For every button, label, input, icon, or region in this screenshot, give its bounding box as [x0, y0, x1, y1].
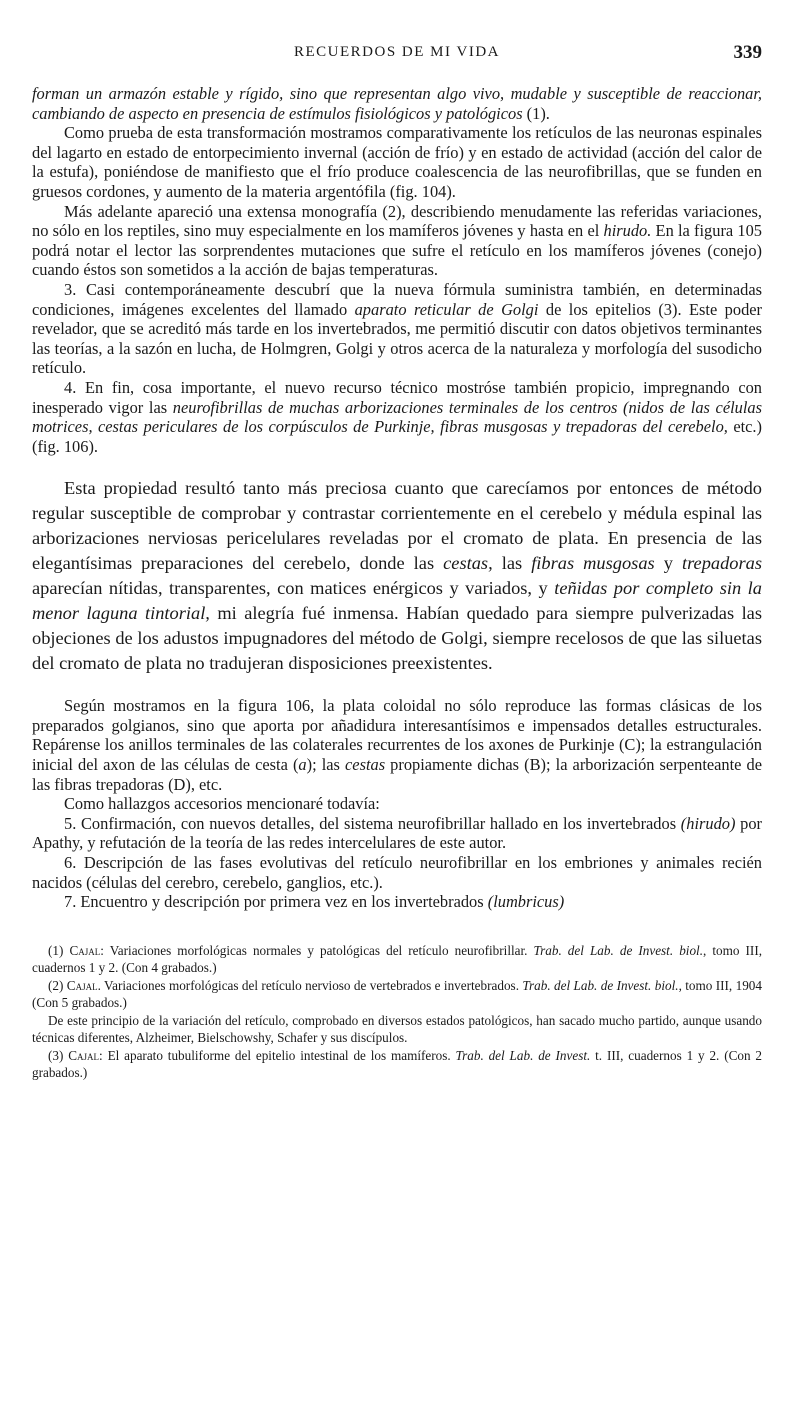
- paragraph-3: Más adelante apareció una extensa monografía (2), describiendo menudamente las referidas variaciones, no sólo en los reptiles, sino muy especialmente en los mamíferos jóvenes y hasta en el hirudo. En la figura 105 podrá notar el lector las sorprendentes mutaciones que sufre el retículo en los mamíferos jóvenes (conejo) cuando éstos son sometidos a la acción de bajas temperaturas.: [32, 201, 762, 280]
- cestas-term: cestas: [345, 755, 386, 775]
- lumbricus-term: (lumbricus): [487, 892, 565, 912]
- footnote-2-continued: De este principio de la variación del retículo, comprobado en diversos estados patológicos, han sacado mucho partido, aunque usando técnicas diferentes, Alzheimer, Bielschowshy, Schafer y sus discípulos.: [32, 1012, 762, 1046]
- page-header: [32, 44, 762, 84]
- italic-quote: forman un armazón estable y rígido, sino que representan algo vivo, mudable y susceptible de reaccionar, cambiando de aspecto en presencia de estímulos fisiológicos y patológicos: [32, 84, 762, 123]
- paragraph-item-6: 6. Descripción de las fases evolutivas del retículo neurofibrillar en los embriones y animales recién nacidos (células del cerebro, cerebelo, ganglios, etc.).: [32, 853, 762, 892]
- paragraph-figure-106: Según mostramos en la figura 106, la plata coloidal no sólo reproduce las formas clásicas de los preparados golgianos, sino que aporta por añadidura interesantísimos e impensados detalles estructurales. Repárense los anillos terminales de las colaterales recurrentes de los axones de Purkinje (C); la estrangulación inicial del axon de las células de cesta (a); las cestas propiamente dichas (B); la arborización serpenteante de las fibras trepadoras (D), etc.: [32, 696, 763, 794]
- top-section: [32, 84, 762, 456]
- paragraph-item-3: 3. Casi contemporáneamente descubrí que la nueva fórmula suministra también, en determinadas condiciones, imágenes excelentes del llamado aparato reticular de Golgi de los epitelios (3). Este poder revelador, que se acreditó más tarde en los invertebrados, me permitió discutir con datos objetivos terminantes las teorías, a la sazón en lucha, de Holmgren, Golgi y otros acerca de la naturaleza y morfología del susodicho retículo.: [32, 279, 762, 378]
- page-number: 339: [733, 42, 762, 63]
- footnote-1: (1) Cajal: Variaciones morfológicas normales y patológicas del retículo neurofibrillar. Trab. del Lab. de Invest. biol., tomo III, cuadernos 1 y 2. (Con 4 grabados.): [32, 942, 763, 976]
- footnote-3: (3) Cajal: El aparato tubuliforme del epitelio intestinal de los mamíferos. Trab. del Lab. de Invest. t. III, cuadernos 1 y 2. (Con 2 grabados.): [32, 1047, 763, 1081]
- paragraph-hallazgos: Como hallazgos accesorios mencionaré todavía:: [64, 794, 380, 814]
- tenidas-term: teñidas por completo sin la menor laguna tintorial,: [32, 578, 762, 624]
- paragraph-large: Esta propiedad resultó tanto más preciosa cuanto que carecíamos por entonces de método regular susceptible de comprobar y contrastar corrientemente en el cerebelo y médula espinal las arborizaciones nerviosas pericelulares reveladas por el cromato de plata. En presencia de las elegantísimas preparaciones del cerebelo, donde las cestas, las fibras musgosas y trepadoras aparecían nítidas, transparentes, con matices enérgicos y variados, y teñidas por completo sin la menor laguna tintorial, mi alegría fué inmensa. Habían quedado para siempre pulverizadas las objeciones de los adustos impugnadores del método de Golgi, siempre recelosos de que las siluetas del cromato de plata no tradujeran disposiciones preexistentes.: [32, 478, 762, 674]
- fibras-term: fibras musgosas: [531, 553, 655, 574]
- paragraph-item-4: 4. En fin, cosa importante, el nuevo recurso técnico mostróse también propicio, impregnando con inesperado vigor las neurofibrillas de muchas arborizaciones terminales de los centros (nidos de las células motrices, cestas periculares de los corpúsculos de Purkinje, fibras musgosas y trepadoras del cerebelo, etc.) (fig. 106).: [32, 377, 762, 456]
- book-page: [0, 44, 800, 1408]
- footnote-2: (2) Cajal. Variaciones morfológicas del retículo nervioso de vertebrados e invertebrados. Trab. del Lab. de Invest. biol., tomo III, 1904 (Con 5 grabados.): [32, 977, 762, 1011]
- paragraph-item-7: 7. Encuentro y descripción por primera vez en los invertebrados (lumbricus): [64, 892, 565, 912]
- ref-1: (1).: [522, 103, 550, 123]
- paragraph-2: Como prueba de esta transformación mostramos comparativamente los retículos de las neuronas espinales del lagarto en estado de entorpecimiento invernal (acción de frío) y en estado de actividad (acción del calor de la estufa), poniéndose de manifiesto que el frío produce coalescencia de las neurofibrillas, que se funden en gruesos cordones, y aumento de la materia argentófila (fig. 104).: [32, 123, 762, 201]
- middle-section: [32, 476, 762, 676]
- lower-section: [32, 696, 762, 912]
- paragraph-item-5: 5. Confirmación, con nuevos detalles, del sistema neurofibrillar hallado en los invertebrados (hirudo) por Apathy, y refutación de la teoría de las redes intercelulares de este autor.: [32, 813, 762, 853]
- golgi-apparatus-term: aparato reticular de Golgi: [354, 299, 539, 319]
- footnotes: [32, 942, 762, 1082]
- neurofibrils-term: neurofibrillas de muchas arborizaciones terminales de los centros (nidos de las células motrices, cestas periculares de los corpúsculos de Purkinje, fibras musgosas y trepadoras del cerebelo,: [32, 397, 762, 437]
- trepadoras-term: trepadoras: [681, 553, 762, 574]
- hirudo-term: hirudo.: [603, 221, 652, 241]
- hirudo-term: (hirudo): [680, 813, 736, 833]
- cestas-term: cestas,: [443, 553, 493, 574]
- paragraph-1: [32, 84, 762, 123]
- running-title: RECUERDOS DE MI VIDA: [294, 44, 500, 60]
